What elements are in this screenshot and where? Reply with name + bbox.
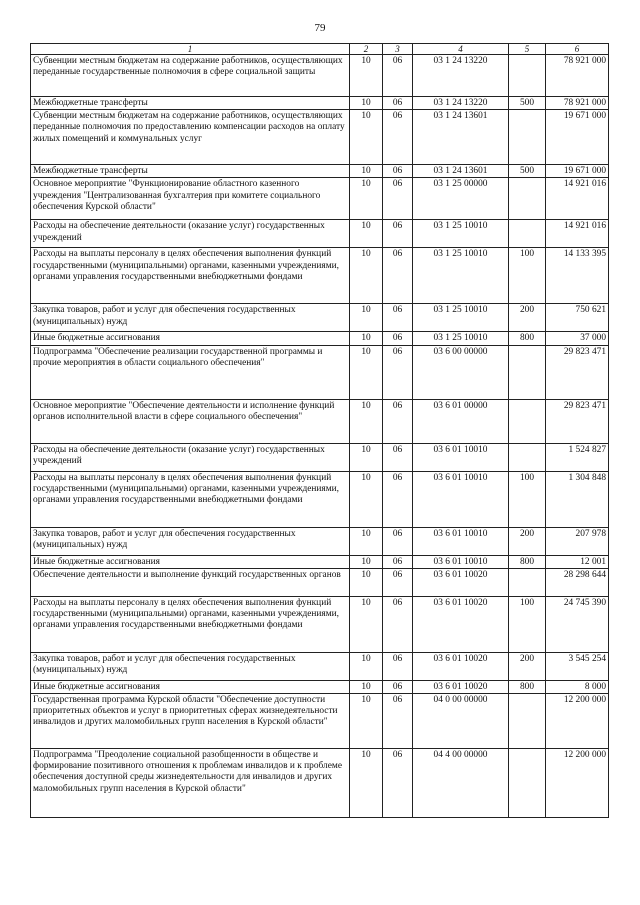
row-subsection: 06: [383, 178, 413, 220]
row-amount: 14 921 016: [546, 178, 609, 220]
row-section: 10: [350, 527, 383, 555]
row-section: 10: [350, 110, 383, 165]
row-target-article: 03 6 01 10010: [413, 443, 509, 471]
row-name: Основное мероприятие "Функционирование областного казенного учреждения "Централизованная бухгалтерия при комитете социального обеспечения Курской области": [31, 178, 350, 220]
table-row: [31, 471, 609, 527]
table-row: [31, 110, 609, 165]
row-subsection: 06: [383, 443, 413, 471]
row-name: Расходы на обеспечение деятельности (оказание услуг) государственных учреждений: [31, 220, 350, 248]
row-expense-type: 800: [509, 555, 546, 568]
row-subsection: 06: [383, 568, 413, 596]
table-row: [31, 55, 609, 97]
row-expense-type: 100: [509, 248, 546, 304]
row-amount: 12 200 000: [546, 694, 609, 749]
row-subsection: 06: [383, 110, 413, 165]
row-name: Закупка товаров, работ и услуг для обеспечения государственных (муниципальных) нужд: [31, 652, 350, 680]
row-target-article: 03 1 24 13220: [413, 97, 509, 110]
row-expense-type: [509, 110, 546, 165]
row-subsection: 06: [383, 345, 413, 399]
header-subsection: 3: [383, 44, 413, 55]
row-subsection: 06: [383, 652, 413, 680]
row-target-article: 03 6 01 10010: [413, 527, 509, 555]
row-amount: 78 921 000: [546, 97, 609, 110]
row-target-article: 03 6 01 00000: [413, 399, 509, 443]
row-section: 10: [350, 443, 383, 471]
row-section: 10: [350, 220, 383, 248]
row-subsection: 06: [383, 248, 413, 304]
row-name: Субвенции местным бюджетам на содержание работников, осуществляющих переданные полномочия по предоставлению компенсации расходов на оплату жилых помещений и коммунальных услуг: [31, 110, 350, 165]
row-section: 10: [350, 399, 383, 443]
row-subsection: 06: [383, 165, 413, 178]
table-row: [31, 97, 609, 110]
row-target-article: 03 1 24 13601: [413, 165, 509, 178]
row-subsection: 06: [383, 596, 413, 652]
row-expense-type: [509, 694, 546, 749]
row-name: Основное мероприятие "Обеспечение деятельности и исполнение функций органов исполнительной власти в сфере социального обеспечения": [31, 399, 350, 443]
row-expense-type: [509, 178, 546, 220]
row-section: 10: [350, 178, 383, 220]
row-target-article: 03 6 01 10020: [413, 596, 509, 652]
header-target-article: 4: [413, 44, 509, 55]
row-subsection: 06: [383, 332, 413, 345]
row-target-article: 03 6 01 10010: [413, 555, 509, 568]
table-body: [31, 55, 609, 818]
row-name: Межбюджетные трансферты: [31, 97, 350, 110]
row-expense-type: [509, 55, 546, 97]
row-section: 10: [350, 471, 383, 527]
row-target-article: 03 6 01 10020: [413, 652, 509, 680]
row-amount: 19 671 000: [546, 110, 609, 165]
row-expense-type: [509, 749, 546, 818]
row-subsection: 06: [383, 97, 413, 110]
row-amount: 1 524 827: [546, 443, 609, 471]
row-target-article: 03 6 01 10020: [413, 680, 509, 693]
table-row: [31, 652, 609, 680]
row-amount: 24 745 390: [546, 596, 609, 652]
row-amount: 1 304 848: [546, 471, 609, 527]
row-subsection: 06: [383, 527, 413, 555]
row-amount: 750 621: [546, 304, 609, 332]
row-section: 10: [350, 680, 383, 693]
row-section: 10: [350, 555, 383, 568]
table-row: [31, 304, 609, 332]
table-row: [31, 220, 609, 248]
row-subsection: 06: [383, 471, 413, 527]
row-target-article: 03 1 25 10010: [413, 304, 509, 332]
row-name: Расходы на обеспечение деятельности (оказание услуг) государственных учреждений: [31, 443, 350, 471]
row-subsection: 06: [383, 55, 413, 97]
row-amount: 12 001: [546, 555, 609, 568]
row-name: Межбюджетные трансферты: [31, 165, 350, 178]
row-expense-type: 200: [509, 652, 546, 680]
row-section: 10: [350, 332, 383, 345]
table-row: [31, 178, 609, 220]
table-row: [31, 568, 609, 596]
row-amount: 37 000: [546, 332, 609, 345]
table-row: [31, 680, 609, 693]
row-target-article: 04 4 00 00000: [413, 749, 509, 818]
row-name: Государственная программа Курской области "Обеспечение доступности приоритетных объектов и услуг в приоритетных сферах жизнедеятельности инвалидов и других маломобильных групп населения в Курской области": [31, 694, 350, 749]
row-section: 10: [350, 55, 383, 97]
row-amount: 3 545 254: [546, 652, 609, 680]
row-name: Иные бюджетные ассигнования: [31, 680, 350, 693]
row-name: Расходы на выплаты персоналу в целях обеспечения выполнения функций государственными (муниципальными) органами, казенными учреждениями, органами управления государственными внебюджетными фондами: [31, 471, 350, 527]
row-expense-type: 100: [509, 471, 546, 527]
table-row: [31, 399, 609, 443]
row-section: 10: [350, 749, 383, 818]
row-amount: 12 200 000: [546, 749, 609, 818]
table-row: [31, 555, 609, 568]
row-section: 10: [350, 652, 383, 680]
row-target-article: 03 1 25 10010: [413, 248, 509, 304]
row-amount: 29 823 471: [546, 345, 609, 399]
row-target-article: 03 1 25 10010: [413, 332, 509, 345]
row-expense-type: 100: [509, 596, 546, 652]
row-section: 10: [350, 97, 383, 110]
row-target-article: 03 1 25 00000: [413, 178, 509, 220]
row-section: 10: [350, 248, 383, 304]
table-row: [31, 527, 609, 555]
table-row: [31, 332, 609, 345]
table-row: [31, 165, 609, 178]
row-target-article: 03 1 24 13601: [413, 110, 509, 165]
row-name: Расходы на выплаты персоналу в целях обеспечения выполнения функций государственными (муниципальными) органами, казенными учреждениями, органами управления государственными внебюджетными фондами: [31, 248, 350, 304]
row-expense-type: [509, 399, 546, 443]
row-name: Субвенции местным бюджетам на содержание работников, осуществляющих переданные государственные полномочия в сфере социальной защиты: [31, 55, 350, 97]
row-subsection: 06: [383, 220, 413, 248]
row-amount: 78 921 000: [546, 55, 609, 97]
row-section: 10: [350, 596, 383, 652]
row-amount: 29 823 471: [546, 399, 609, 443]
table-row: [31, 749, 609, 818]
row-subsection: 06: [383, 304, 413, 332]
header-section: 2: [350, 44, 383, 55]
row-target-article: 04 0 00 00000: [413, 694, 509, 749]
row-target-article: 03 1 24 13220: [413, 55, 509, 97]
row-expense-type: 500: [509, 97, 546, 110]
row-name: Подпрограмма "Обеспечение реализации государственной программы и прочие мероприятия в области социального обеспечения": [31, 345, 350, 399]
row-amount: 14 921 016: [546, 220, 609, 248]
row-name: Расходы на выплаты персоналу в целях обеспечения выполнения функций государственными (муниципальными) органами, казенными учреждениями, органами управления государственными внебюджетными фондами: [31, 596, 350, 652]
row-target-article: 03 1 25 10010: [413, 220, 509, 248]
table-row: [31, 694, 609, 749]
row-expense-type: [509, 443, 546, 471]
row-amount: 28 298 644: [546, 568, 609, 596]
row-expense-type: 500: [509, 165, 546, 178]
row-subsection: 06: [383, 555, 413, 568]
row-section: 10: [350, 345, 383, 399]
row-amount: 207 978: [546, 527, 609, 555]
row-name: Иные бюджетные ассигнования: [31, 555, 350, 568]
row-expense-type: [509, 345, 546, 399]
row-expense-type: 200: [509, 527, 546, 555]
row-name: Иные бюджетные ассигнования: [31, 332, 350, 345]
row-section: 10: [350, 694, 383, 749]
header-name: 1: [31, 44, 350, 55]
row-expense-type: 200: [509, 304, 546, 332]
row-name: Подпрограмма "Преодоление социальной разобщенности в обществе и формирование позитивного отношения к проблемам инвалидов и к проблеме обеспечения доступной среды жизнедеятельности для инвалидов и других маломобильных групп населения в Курской области": [31, 749, 350, 818]
table-row: [31, 596, 609, 652]
row-expense-type: [509, 220, 546, 248]
row-section: 10: [350, 568, 383, 596]
row-subsection: 06: [383, 680, 413, 693]
header-amount: 6: [546, 44, 609, 55]
row-amount: 19 671 000: [546, 165, 609, 178]
row-target-article: 03 6 01 10010: [413, 471, 509, 527]
table-row: [31, 248, 609, 304]
row-name: Закупка товаров, работ и услуг для обеспечения государственных (муниципальных) нужд: [31, 304, 350, 332]
row-name: Обеспечение деятельности и выполнение функций государственных органов: [31, 568, 350, 596]
row-target-article: 03 6 00 00000: [413, 345, 509, 399]
row-expense-type: 800: [509, 680, 546, 693]
row-expense-type: 800: [509, 332, 546, 345]
row-subsection: 06: [383, 399, 413, 443]
row-section: 10: [350, 304, 383, 332]
row-amount: 8 000: [546, 680, 609, 693]
header-expense-type: 5: [509, 44, 546, 55]
row-subsection: 06: [383, 694, 413, 749]
page-number: 79: [314, 22, 326, 34]
table-header-row: [31, 44, 609, 55]
budget-table: [30, 43, 609, 818]
table-row: [31, 443, 609, 471]
row-section: 10: [350, 165, 383, 178]
table-row: [31, 345, 609, 399]
row-name: Закупка товаров, работ и услуг для обеспечения государственных (муниципальных) нужд: [31, 527, 350, 555]
row-expense-type: [509, 568, 546, 596]
row-target-article: 03 6 01 10020: [413, 568, 509, 596]
row-subsection: 06: [383, 749, 413, 818]
row-amount: 14 133 395: [546, 248, 609, 304]
